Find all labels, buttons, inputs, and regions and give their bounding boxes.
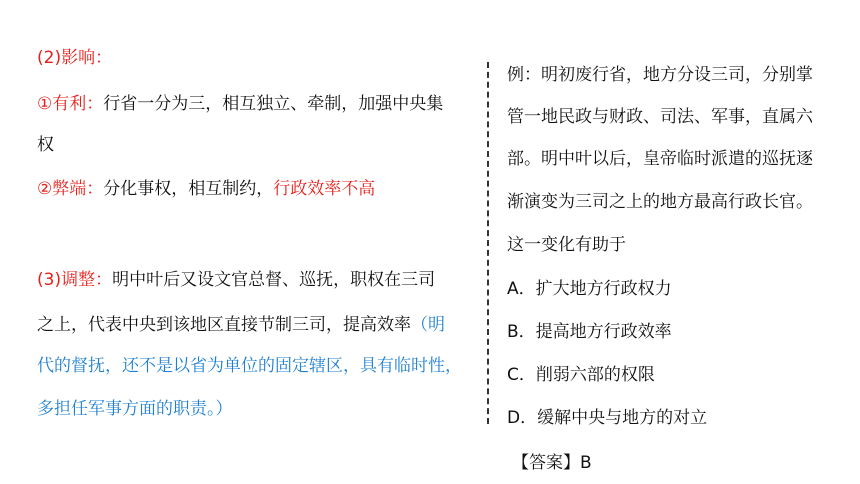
note-line-2: 代的督抚，还不是以省为单位的固定辖区，具有临时性， <box>37 356 462 376</box>
question-line-2: 管一地民政与财政、司法、军事，直属六 <box>507 107 813 127</box>
dashed-divider <box>487 62 489 424</box>
advantage-label: ①有利： <box>37 94 104 114</box>
question-line-5: 这一变化有助于 <box>507 235 626 255</box>
advantage-text-1: 行省一分为三，相互独立、牵制，加强中央集 <box>103 94 444 114</box>
adjust-label: (3)调整： <box>37 270 113 290</box>
drawback-highlight: 行政效率不高 <box>273 179 376 199</box>
adjust-text-1: 明中叶后又设文官总督、巡抚，职权在三司 <box>112 270 436 290</box>
drawback-text: 分化事权，相互制约， <box>103 179 274 199</box>
drawback-line <box>37 177 375 201</box>
note-open: （明 <box>411 315 445 335</box>
adjust-text-2: 之上，代表中央到该地区直接节制三司，提高效率 <box>37 315 411 335</box>
drawback-label: ②弊端： <box>37 179 104 199</box>
answer: 【答案】B <box>512 453 592 473</box>
adjust-line-2 <box>37 313 445 337</box>
option-c: C．削弱六部的权限 <box>507 365 655 385</box>
question-line-4: 渐演变为三司之上的地方最高行政长官。 <box>507 192 813 212</box>
option-a: A．扩大地方行政权力 <box>507 279 672 299</box>
option-b: B．提高地方行政效率 <box>507 322 672 342</box>
question-line-1: 例：明初废行省，地方分设三司，分别掌 <box>507 65 813 85</box>
option-d: D．缓解中央与地方的对立 <box>507 408 708 428</box>
note-line-3: 多担任军事方面的职责。） <box>37 399 233 419</box>
question-line-3: 部。明中叶以后，皇帝临时派遣的巡抚逐 <box>507 149 813 169</box>
advantage-line-1 <box>37 92 443 116</box>
impact-heading: (2)影响： <box>37 48 113 68</box>
advantage-line-2: 权 <box>37 135 54 155</box>
adjust-line-1 <box>37 268 435 292</box>
